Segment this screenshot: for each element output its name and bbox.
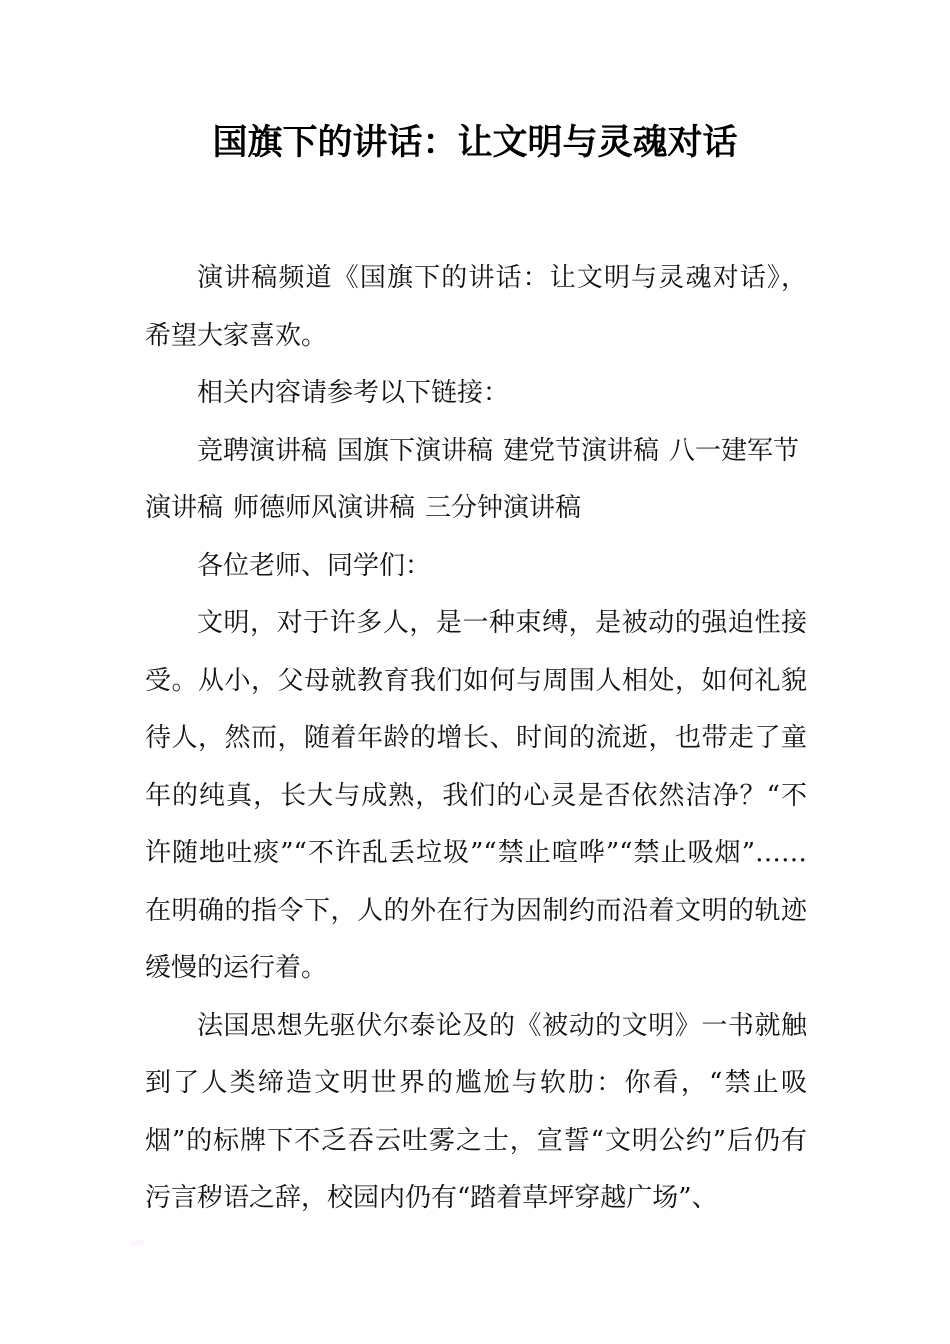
document-body: [145, 250, 807, 1228]
link-competition-speech[interactable]: 竞聘演讲稿: [197, 435, 328, 466]
faint-watermark-mark: [130, 1240, 144, 1246]
link-flag-speech[interactable]: 国旗下演讲稿: [337, 435, 494, 466]
link-three-minute-speech[interactable]: 三分钟演讲稿: [425, 493, 582, 523]
body-paragraph: 法国思想先驱伏尔泰论及的《被动的文明》一书就触到了人类缔造文明世界的尴尬与软肋：你看，“禁止吸烟”的标牌下不乏吞云吐雾之士，宣誓“文明公约”后仍有污言秽语之辞，校园内仍有“踏着草坪穿越广场”、: [145, 1010, 807, 1213]
link-army-day-speech[interactable]: 八一建军节演讲稿: [145, 435, 800, 523]
body-paragraph: 文明，对于许多人，是一种束缚，是被动的强迫性接受。从小，父母就教育我们如何与周围人相处，如何礼貌待人，然而，随着年龄的增长、时间的流逝，也带走了童年的纯真，长大与成熟，我们的心灵是否依然洁净？“不许随地吐痰”“不许乱丢垃圾”“禁止喧哗”“禁止吸烟”……在明确的指令下，人的外在行为因制约而沿着文明的轨迹缓慢的运行着。: [145, 608, 807, 983]
link-teacher-ethics-speech[interactable]: 师德师风演讲稿: [233, 493, 416, 523]
link-party-day-speech[interactable]: 建党节演讲稿: [503, 435, 660, 466]
intro-paragraph: 演讲稿频道《国旗下的讲话：让文明与灵魂对话》，希望大家喜欢。: [145, 263, 807, 351]
related-links: [145, 423, 807, 538]
related-links-heading: 相关内容请参考以下链接：: [197, 378, 510, 408]
document-title: 国旗下的讲话：让文明与灵魂对话: [212, 123, 738, 163]
salutation: 各位老师、同学们：: [197, 550, 432, 581]
